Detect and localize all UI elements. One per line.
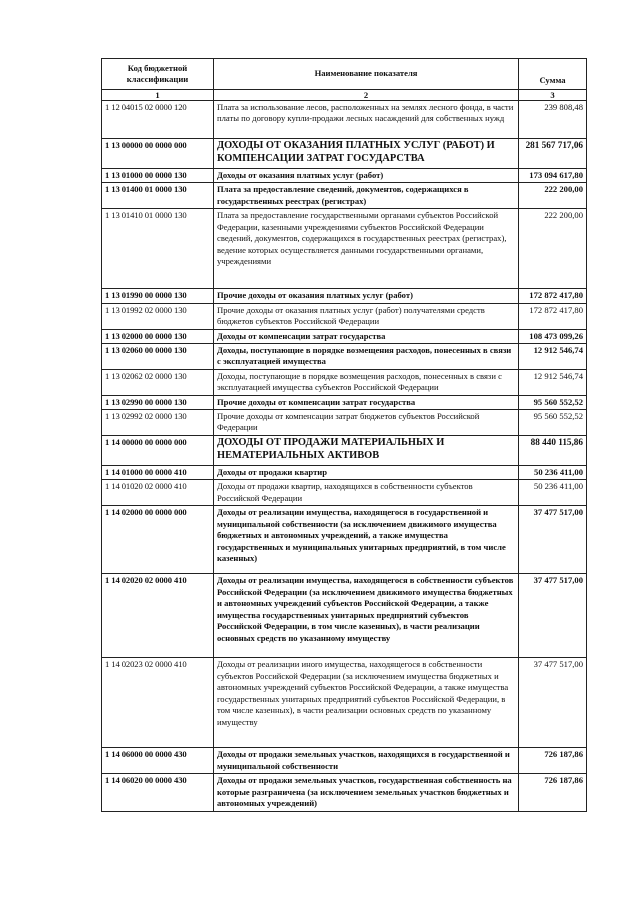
row-amount: 281 567 717,06 xyxy=(519,139,587,169)
table-row xyxy=(102,139,587,169)
row-code: 1 14 01020 02 0000 410 xyxy=(102,480,214,506)
row-code: 1 14 02023 02 0000 410 xyxy=(102,658,214,748)
row-code: 1 13 01400 01 0000 130 xyxy=(102,183,214,209)
row-amount: 50 236 411,00 xyxy=(519,466,587,480)
row-code: 1 13 02062 02 0000 130 xyxy=(102,369,214,395)
row-amount: 173 094 617,80 xyxy=(519,169,587,183)
column-number: 2 xyxy=(214,90,519,101)
row-code: 1 14 01000 00 0000 410 xyxy=(102,466,214,480)
table-row xyxy=(102,436,587,466)
row-name: Плата за предоставление государственными органами субъектов Российской Федерации, казенными учреждениями субъектов Российской Федерации сведений, документов, содержащихся в государственных реестрах (регистрах), ведение которых осуществляется данными государственными органами, учреждениями xyxy=(214,209,519,289)
table-row xyxy=(102,101,587,139)
row-code: 1 14 02020 02 0000 410 xyxy=(102,574,214,658)
row-name: Прочие доходы от компенсации затрат государства xyxy=(214,395,519,409)
row-code: 1 13 02990 00 0000 130 xyxy=(102,395,214,409)
row-amount: 50 236 411,00 xyxy=(519,480,587,506)
table-row xyxy=(102,658,587,748)
row-name: Плата за предоставление сведений, документов, содержащихся в государственных реестрах (регистрах) xyxy=(214,183,519,209)
row-name: Прочие доходы от оказания платных услуг (работ) получателями средств бюджетов субъектов Российской Федерации xyxy=(214,303,519,329)
row-code: 1 12 04015 02 0000 120 xyxy=(102,101,214,139)
header-code: Код бюджетной классификации xyxy=(102,59,214,90)
row-name: Прочие доходы от компенсации затрат бюджетов субъектов Российской Федерации xyxy=(214,410,519,436)
header-amount: Сумма xyxy=(519,59,587,90)
row-name: Доходы, поступающие в порядке возмещения расходов, понесенных в связи с эксплуатацией имущества субъектов Российской Федерации xyxy=(214,369,519,395)
row-code: 1 14 06000 00 0000 430 xyxy=(102,748,214,774)
row-name: Доходы от оказания платных услуг (работ) xyxy=(214,169,519,183)
row-name: Доходы от продажи земельных участков, находящихся в государственной и муниципальной собственности xyxy=(214,748,519,774)
row-amount: 37 477 517,00 xyxy=(519,658,587,748)
row-amount: 239 808,48 xyxy=(519,101,587,139)
header-row xyxy=(102,59,587,90)
row-name: Доходы от компенсации затрат государства xyxy=(214,329,519,343)
row-amount: 222 200,00 xyxy=(519,183,587,209)
row-name: Доходы, поступающие в порядке возмещения расходов, понесенных в связи с эксплуатацией имущества xyxy=(214,344,519,370)
row-name: Прочие доходы от оказания платных услуг (работ) xyxy=(214,289,519,303)
row-amount: 12 912 546,74 xyxy=(519,344,587,370)
column-number: 1 xyxy=(102,90,214,101)
row-amount: 95 560 552,52 xyxy=(519,410,587,436)
row-amount: 12 912 546,74 xyxy=(519,369,587,395)
row-name: ДОХОДЫ ОТ ПРОДАЖИ МАТЕРИАЛЬНЫХ И НЕМАТЕРИАЛЬНЫХ АКТИВОВ xyxy=(214,436,519,466)
table-row xyxy=(102,395,587,409)
table-row xyxy=(102,410,587,436)
row-code: 1 13 01990 00 0000 130 xyxy=(102,289,214,303)
table-row xyxy=(102,466,587,480)
table-row xyxy=(102,480,587,506)
row-amount: 726 187,86 xyxy=(519,774,587,812)
row-name: Доходы от реализации иного имущества, находящегося в собственности субъектов Российской Федерации (за исключением имущества бюджетных и автономных учреждений субъектов Российской Федерации, а также имущества государственных унитарных предприятий субъектов Российской Федерации, в том числе казенных), в части реализации основных средств по указанному имуществу xyxy=(214,658,519,748)
table-row xyxy=(102,574,587,658)
table-row xyxy=(102,289,587,303)
table-row xyxy=(102,506,587,574)
row-amount: 37 477 517,00 xyxy=(519,506,587,574)
row-code: 1 13 01000 00 0000 130 xyxy=(102,169,214,183)
table-row xyxy=(102,183,587,209)
row-name: Плата за использование лесов, расположенных на землях лесного фонда, в части платы по договору купли-продажи лесных насаждений для собственных нужд xyxy=(214,101,519,139)
row-name: Доходы от продажи квартир xyxy=(214,466,519,480)
table-row xyxy=(102,303,587,329)
row-name: Доходы от продажи квартир, находящихся в собственности субъектов Российской Федерации xyxy=(214,480,519,506)
row-amount: 108 473 099,26 xyxy=(519,329,587,343)
row-code: 1 13 02992 02 0000 130 xyxy=(102,410,214,436)
revenue-table xyxy=(101,58,587,812)
row-name: Доходы от реализации имущества, находящегося в государственной и муниципальной собственности (за исключением движимого имущества бюджетных и автономных учреждений, а также имущества государственных и муниципальных унитарных предприятий, в том числе казенных) xyxy=(214,506,519,574)
row-amount: 95 560 552,52 xyxy=(519,395,587,409)
column-number: 3 xyxy=(519,90,587,101)
column-number-row xyxy=(102,90,587,101)
row-amount: 172 872 417,80 xyxy=(519,303,587,329)
table-row xyxy=(102,329,587,343)
row-code: 1 13 02000 00 0000 130 xyxy=(102,329,214,343)
header-name: Наименование показателя xyxy=(214,59,519,90)
row-code: 1 13 01410 01 0000 130 xyxy=(102,209,214,289)
row-name: Доходы от реализации имущества, находящегося в собственности субъектов Российской Федерации (за исключением движимого имущества бюджетных и автономных учреждений субъектов Российской Федерации, а также имущества государственных унитарных предприятий субъектов Российской Федерации, в том числе казенных), в части реализации основных средств по указанному имуществу xyxy=(214,574,519,658)
row-code: 1 13 00000 00 0000 000 xyxy=(102,139,214,169)
row-amount: 37 477 517,00 xyxy=(519,574,587,658)
table-row xyxy=(102,169,587,183)
row-amount: 88 440 115,86 xyxy=(519,436,587,466)
table-row xyxy=(102,344,587,370)
row-amount: 222 200,00 xyxy=(519,209,587,289)
row-code: 1 14 06020 00 0000 430 xyxy=(102,774,214,812)
row-code: 1 13 02060 00 0000 130 xyxy=(102,344,214,370)
row-code: 1 14 00000 00 0000 000 xyxy=(102,436,214,466)
table-row xyxy=(102,209,587,289)
table-row xyxy=(102,369,587,395)
row-code: 1 14 02000 00 0000 000 xyxy=(102,506,214,574)
table-row xyxy=(102,748,587,774)
row-amount: 726 187,86 xyxy=(519,748,587,774)
row-name: Доходы от продажи земельных участков, государственная собственность на которые разграничена (за исключением земельных участков бюджетных и автономных учреждений) xyxy=(214,774,519,812)
table-row xyxy=(102,774,587,812)
row-code: 1 13 01992 02 0000 130 xyxy=(102,303,214,329)
row-amount: 172 872 417,80 xyxy=(519,289,587,303)
row-name: ДОХОДЫ ОТ ОКАЗАНИЯ ПЛАТНЫХ УСЛУГ (РАБОТ) И КОМПЕНСАЦИИ ЗАТРАТ ГОСУДАРСТВА xyxy=(214,139,519,169)
